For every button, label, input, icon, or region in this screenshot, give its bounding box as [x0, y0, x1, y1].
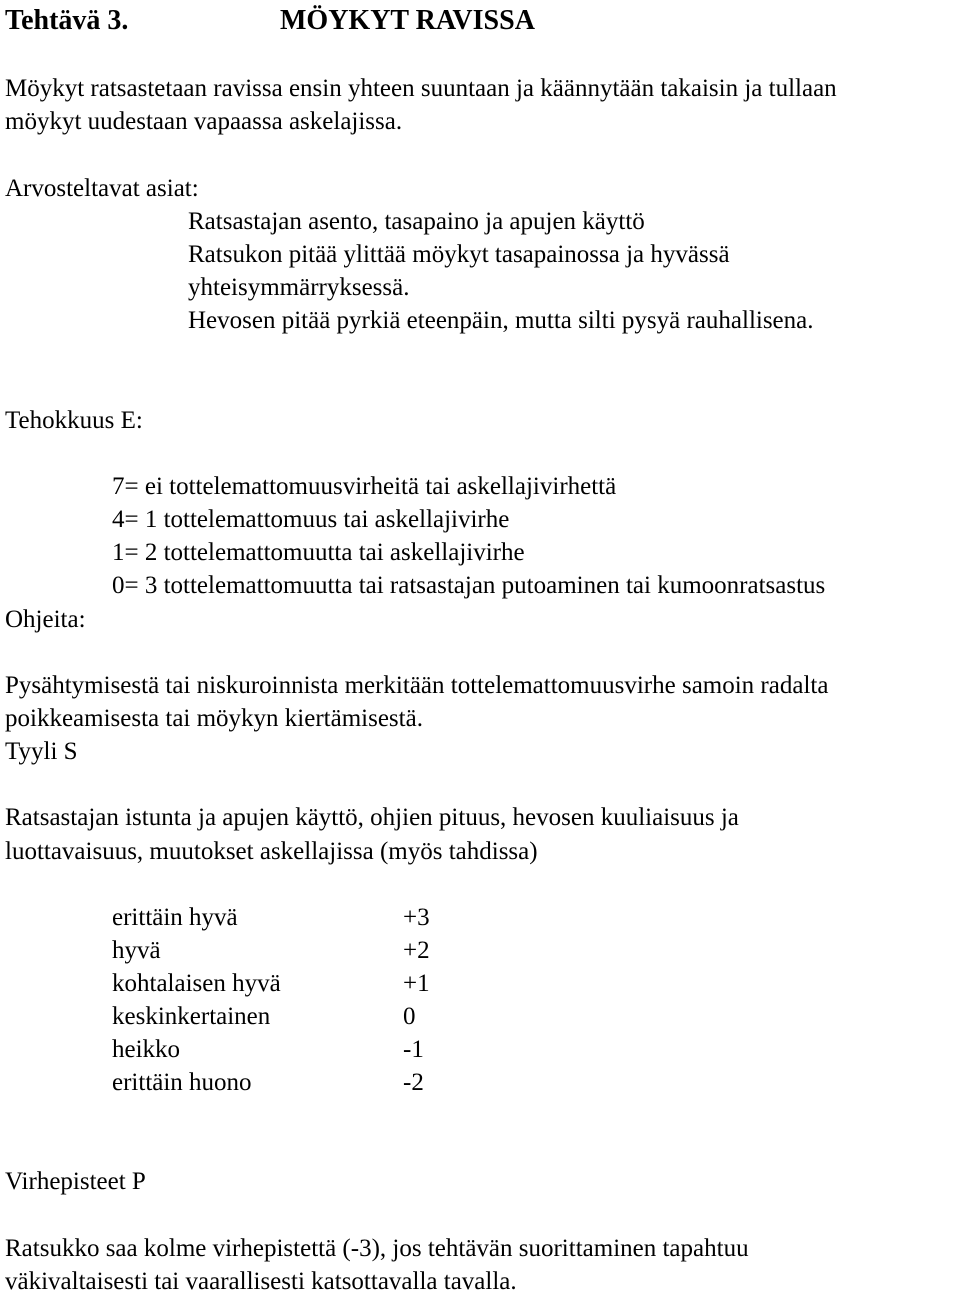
grade-value: +3	[403, 904, 430, 931]
hints-line: Pysähtymisestä tai niskuroinnista merkitään tottelemattomuusvirhe samoin radalta	[5, 672, 829, 699]
hints-line: poikkeamisesta tai möykyn kiertämisestä.	[5, 705, 423, 732]
grade-value: -1	[403, 1036, 424, 1063]
style-description-line: Ratsastajan istunta ja apujen käyttö, ohjien pituus, hevosen kuuliaisuus ja	[5, 804, 739, 831]
grade-label: keskinkertainen	[112, 1003, 271, 1030]
style-heading: Tyyli S	[5, 738, 78, 765]
grade-value: +2	[403, 937, 430, 964]
style-description-line: luottavaisuus, muutokset askellajissa (myös tahdissa)	[5, 838, 538, 865]
task-number: Tehtävä 3.	[5, 5, 129, 36]
hints-label: Ohjeita:	[5, 606, 86, 633]
effectiveness-scale-item: 4= 1 tottelemattomuus tai askellajivirhe	[112, 506, 510, 533]
criteria-line: Ratsukon pitää ylittää möykyt tasapainossa ja hyvässä	[188, 241, 730, 268]
criteria-heading: Arvosteltavat asiat:	[5, 175, 199, 202]
task-title: MÖYKYT RAVISSA	[280, 5, 535, 36]
intro-line-2: möykyt uudestaan vapaassa askelajissa.	[5, 108, 403, 135]
effectiveness-heading: Tehokkuus E:	[5, 407, 143, 434]
penalties-line: väkivaltaisesti tai vaarallisesti katsottavalla tavalla.	[5, 1268, 517, 1295]
grade-label: erittäin huono	[112, 1069, 252, 1096]
effectiveness-scale-item: 1= 2 tottelemattomuutta tai askellajivirhe	[112, 539, 525, 566]
grade-label: hyvä	[112, 937, 161, 964]
effectiveness-scale-item: 7= ei tottelemattomuusvirheitä tai askellajivirhettä	[112, 473, 617, 500]
grade-value: -2	[403, 1069, 424, 1096]
penalties-heading: Virhepisteet P	[5, 1168, 146, 1195]
grade-label: erittäin hyvä	[112, 904, 238, 931]
grade-value: 0	[403, 1003, 416, 1030]
criteria-line: yhteisymmärryksessä.	[188, 274, 410, 301]
penalties-line: Ratsukko saa kolme virhepistettä (-3), jos tehtävän suorittaminen tapahtuu	[5, 1235, 749, 1262]
grade-value: +1	[403, 970, 430, 997]
effectiveness-scale-item: 0= 3 tottelemattomuutta tai ratsastajan putoaminen tai kumoonratsastus	[112, 572, 826, 599]
grade-label: heikko	[112, 1036, 181, 1063]
criteria-line: Ratsastajan asento, tasapaino ja apujen käyttö	[188, 208, 645, 235]
grade-label: kohtalaisen hyvä	[112, 970, 281, 997]
intro-line-1: Möykyt ratsastetaan ravissa ensin yhteen suuntaan ja käännytään takaisin ja tullaan	[5, 75, 837, 102]
criteria-line: Hevosen pitää pyrkiä eteenpäin, mutta silti pysyä rauhallisena.	[188, 307, 814, 334]
